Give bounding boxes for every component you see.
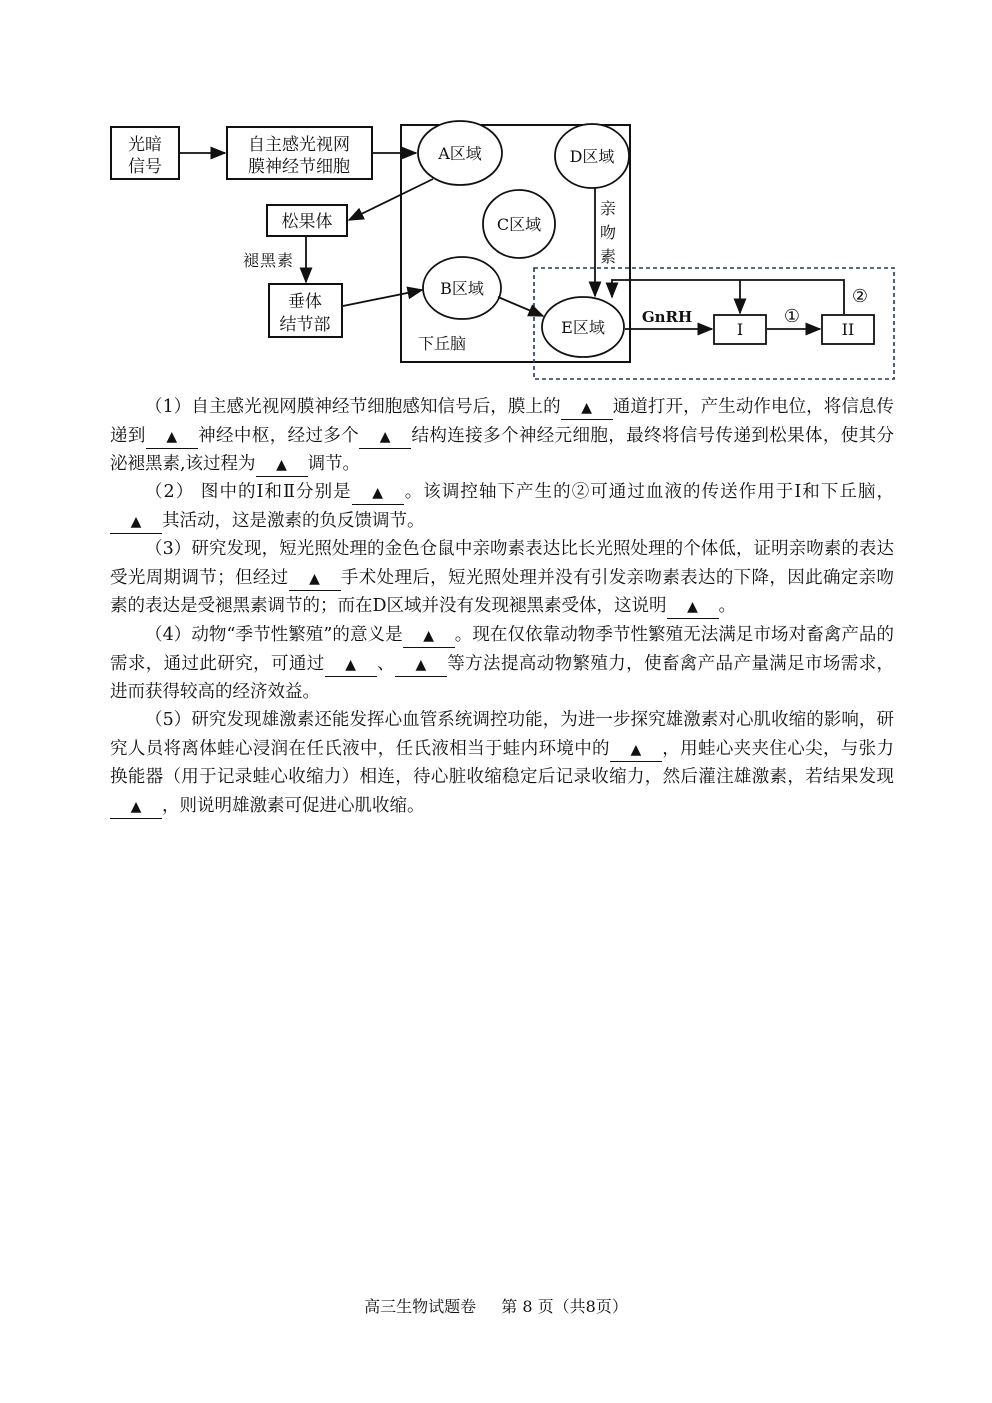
page-number: 第 8 页（共8页） bbox=[501, 1297, 628, 1316]
question-5 bbox=[110, 706, 894, 820]
melatonin-label-3: 素 bbox=[276, 251, 294, 270]
question-3-text: （3）研究发现，短光照处理的金色仓鼠中亲吻素表达比长光照处理的个体低，证明亲吻素的表达受光周期调节；但经过 bbox=[110, 539, 894, 588]
answer-blank[interactable]: ▲ bbox=[561, 396, 613, 420]
pineal-label: 松果体 bbox=[281, 212, 333, 232]
area-d-label: D区域 bbox=[569, 147, 615, 166]
question-3-text: 手术处理后，短光照处理并没有引发亲吻素表达的下降，因此确定亲吻素的表达是受褪黑素调节的；而在D区域并没有发现褪黑素受体，这说明 bbox=[110, 567, 895, 617]
kisspeptin-label-3: 素 bbox=[599, 247, 617, 266]
answer-blank[interactable]: ▲ bbox=[146, 425, 198, 449]
question-2-text: 其活动，这是激素的负反馈调节。 bbox=[162, 510, 425, 531]
arrow-pituitary-to-area-b bbox=[343, 290, 422, 306]
hormone-regulation-diagram bbox=[0, 0, 992, 400]
question-1-text: （1）自主感光视网膜神经节细胞感知信号后，膜上的 bbox=[145, 397, 561, 417]
retina-cell-line-1: 自主感光视网 bbox=[248, 135, 350, 155]
question-1-text: 神经中枢，经过多个 bbox=[197, 425, 360, 446]
question-4-text: 、 bbox=[376, 653, 395, 674]
area-e-label: E区域 bbox=[561, 318, 605, 337]
question-5-text: ，则说明雄激素可促进心肌收缩。 bbox=[162, 795, 425, 816]
step-1-label: ① bbox=[783, 306, 801, 327]
area-c-label: C区域 bbox=[496, 215, 542, 234]
question-4-text: 。现在仅依靠动物季节性繁殖无法满足市场对畜禽产品的需求，通过此研究，可通过 bbox=[110, 625, 894, 674]
step-2-label: ② bbox=[851, 286, 869, 307]
answer-blank[interactable]: ▲ bbox=[110, 795, 162, 819]
pituitary-line-2: 结节部 bbox=[279, 315, 331, 335]
question-5-text: （5）研究发现雄激素还能发挥心血管系统调控功能，为进一步探究雄激素对心肌收缩的影响，研究人员将离体蛙心浸润在任氏液中，任氏液相当于蛙内环境中的 bbox=[110, 710, 894, 759]
area-b-label: B区域 bbox=[440, 279, 484, 298]
answer-blank[interactable]: ▲ bbox=[256, 453, 308, 477]
question-5-text: ，用蛙心夹夹住心尖，与张力换能器（用于记录蛙心收缩力）相连，待心脏收缩稳定后记录收缩力，然后灌注雄激素，若结果发现 bbox=[110, 738, 895, 788]
organ-2-label: II bbox=[841, 320, 855, 339]
answer-blank[interactable]: ▲ bbox=[325, 653, 377, 677]
pituitary-line-1: 垂体 bbox=[288, 292, 322, 312]
answer-blank[interactable]: ▲ bbox=[395, 653, 447, 677]
retina-cell-line-2: 膜神经节细胞 bbox=[248, 157, 350, 177]
arrow-area-a-to-pineal bbox=[349, 179, 433, 220]
answer-blank[interactable]: ▲ bbox=[289, 567, 341, 591]
arrow-area-b-to-area-e bbox=[498, 297, 543, 316]
hypothalamus-label: 下丘脑 bbox=[417, 334, 467, 353]
question-2 bbox=[110, 478, 894, 535]
kisspeptin-label-1: 亲 bbox=[599, 199, 617, 218]
answer-blank[interactable]: ▲ bbox=[403, 624, 455, 648]
exam-title: 高三生物试题卷 bbox=[364, 1297, 477, 1316]
question-1-text: 通道打开，产生动作电位，将信息传递到 bbox=[110, 397, 894, 446]
melatonin-label-2: 黑 bbox=[259, 251, 277, 270]
gnrh-label: GnRH bbox=[641, 308, 693, 326]
page-footer bbox=[0, 1294, 992, 1317]
answer-blank[interactable]: ▲ bbox=[352, 481, 404, 505]
answer-blank[interactable]: ▲ bbox=[667, 595, 719, 619]
question-3 bbox=[110, 535, 894, 621]
question-1 bbox=[110, 393, 894, 479]
question-1-text: 结构连接多个神经元细胞，最终将信号传递到松果体，使其分泌褪黑素,该过程为 bbox=[110, 425, 895, 475]
question-2-text: （2） 图中的Ⅰ和Ⅱ分别是 bbox=[145, 482, 352, 502]
light-signal-line-1: 光暗 bbox=[128, 135, 162, 155]
question-4-text: 等方法提高动物繁殖力，使畜禽产品产量满足市场需求，进而获得较高的经济效益。 bbox=[110, 653, 895, 703]
question-4-text: （4）动物“季节性繁殖”的意义是 bbox=[145, 625, 403, 645]
question-1-text: 调节。 bbox=[307, 454, 361, 475]
light-signal-line-2: 信号 bbox=[128, 157, 162, 177]
area-a-label: A区域 bbox=[438, 144, 482, 163]
melatonin-label-1: 褪 bbox=[242, 251, 260, 270]
organ-1-label: I bbox=[736, 320, 744, 339]
answer-blank[interactable]: ▲ bbox=[610, 738, 662, 762]
question-3-text: 。 bbox=[718, 596, 737, 617]
question-2-text: 。该调控轴下产生的②可通过血液的传送作用于Ⅰ和下丘脑， bbox=[403, 482, 894, 502]
question-4 bbox=[110, 621, 894, 707]
answer-blank[interactable]: ▲ bbox=[359, 425, 411, 449]
kisspeptin-label-2: 吻 bbox=[599, 223, 617, 242]
answer-blank[interactable]: ▲ bbox=[110, 510, 162, 534]
